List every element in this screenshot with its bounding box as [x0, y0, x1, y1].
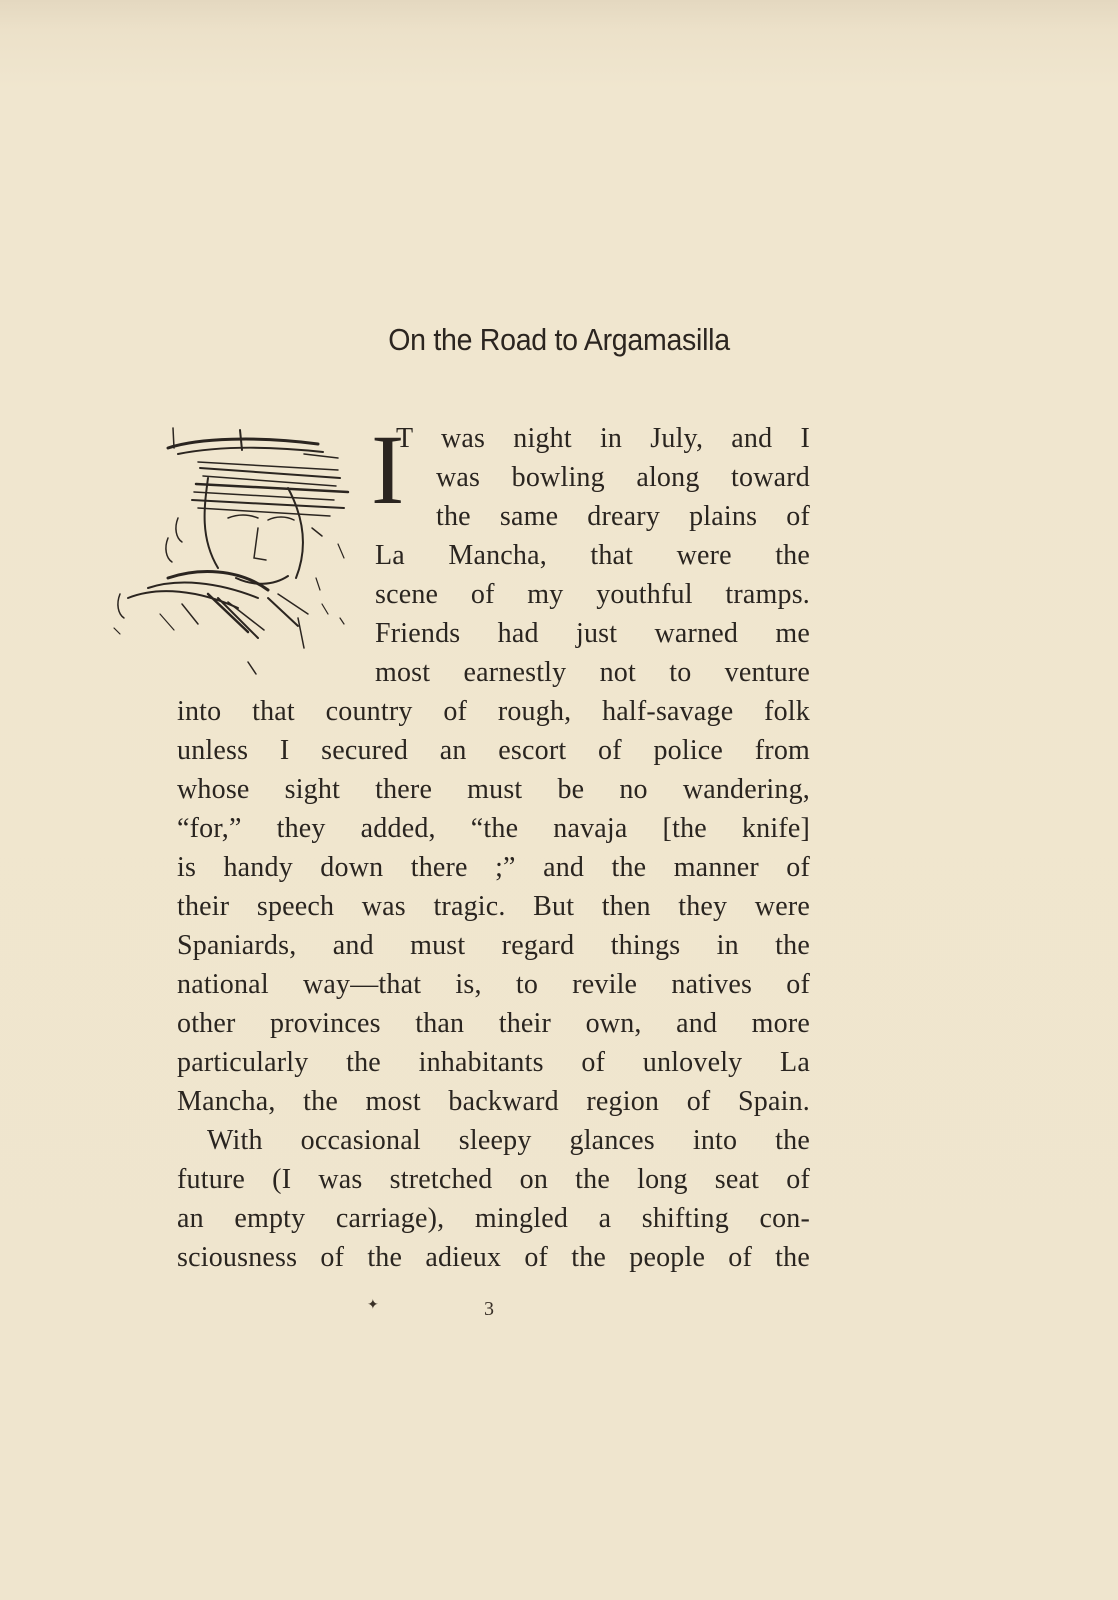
text-line-17: particularly the inhabitants of unlovely La — [177, 1047, 810, 1078]
text-line-6: Friends had just warned me — [375, 618, 810, 649]
text-line-20: future (I was stretched on the long seat of — [177, 1164, 810, 1195]
text-line-13: their speech was tragic. But then they were — [177, 891, 810, 922]
chapter-title: On the Road to Argamasilla — [388, 322, 730, 357]
text-line-9: unless I secured an escort of police from — [177, 735, 810, 766]
text-line-7: most earnestly not to venture — [375, 657, 810, 688]
text-line-18: Mancha, the most backward region of Spain. — [177, 1086, 810, 1117]
text-line-4: La Mancha, that were the — [375, 540, 810, 571]
text-line-3: the same dreary plains of — [436, 501, 810, 532]
text-line-14: Spaniards, and must regard things in the — [177, 930, 810, 961]
text-line-1: T was night in July, and I — [396, 423, 810, 454]
page-number: 3 — [484, 1298, 494, 1320]
text-line-22: sciousness of the adieux of the people of the — [177, 1242, 810, 1273]
printer-mark: ✦ — [367, 1298, 379, 1313]
text-line-15: national way—that is, to revile natives of — [177, 969, 810, 1000]
text-line-10: whose sight there must be no wandering, — [177, 774, 810, 805]
text-line-21: an empty carriage), mingled a shifting con- — [177, 1203, 810, 1234]
text-line-12: is handy down there ;” and the manner of — [177, 852, 810, 883]
text-line-2: was bowling along toward — [436, 462, 810, 493]
peasant-face-sketch-illustration — [108, 418, 360, 688]
text-line-16: other provinces than their own, and more — [177, 1008, 810, 1039]
drop-cap: I — [371, 414, 405, 525]
text-line-11: “for,” they added, “the navaja [the knife] — [177, 813, 810, 844]
text-line-19: With occasional sleepy glances into the — [207, 1125, 810, 1156]
text-line-8: into that country of rough, half-savage folk — [177, 696, 810, 727]
text-line-5: scene of my youthful tramps. — [375, 579, 810, 610]
